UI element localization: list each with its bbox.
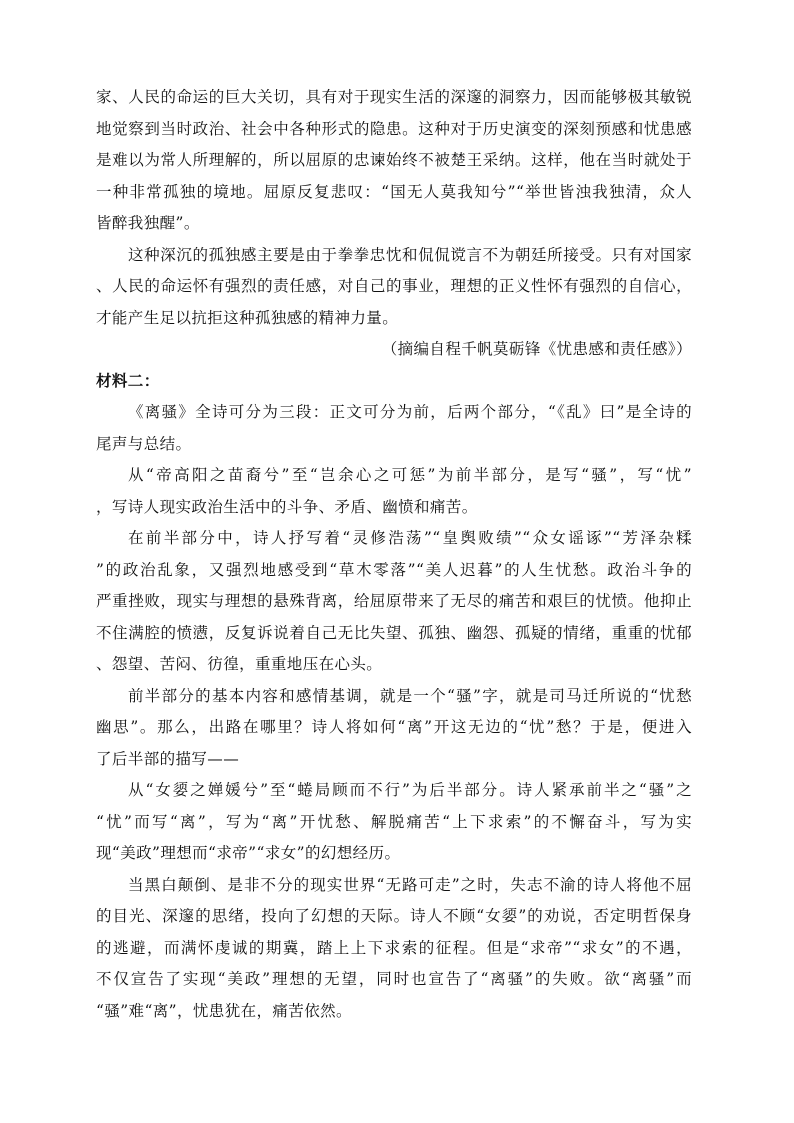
text-line: 一种非常孤独的境地。屈原反复悲叹：“国无人莫我知兮”“举世皆浊我独清，众人	[96, 182, 692, 201]
text-line: 、怨望、苦闷、彷徨，重重地压在心头。	[96, 655, 383, 673]
paragraph-first-line: 在前半部分中，诗人抒写着“灵修浩荡”“皇舆败绩”“众女谣诼”“芳泽杂糅	[128, 529, 692, 547]
text-line: “忧”而写“离”，写为“离”开忧愁、解脱痛苦“上下求索”的不懈奋斗，写为实	[96, 812, 692, 831]
text-line: 严重挫败，现实与理想的悬殊背离，给屈原带来了无尽的痛苦和艰巨的忧愤。他抑止	[96, 592, 692, 610]
text-line: 皆醉我独醒”。	[96, 214, 200, 232]
text-line: 、人民的命运怀有强烈的责任感，对自己的事业，理想的正义性怀有强烈的自信心，	[96, 277, 692, 295]
text-line: ”的政治乱象，又强烈地感受到“草木零落”“美人迟暮”的人生忧愁。政治斗争的	[96, 560, 692, 579]
text-line: 尾声与总结。	[96, 434, 192, 453]
text-line: 不住满腔的愤懑，反复诉说着自己无比失望、孤独、幽怨、孤疑的情绪，重重的忧郁	[96, 623, 692, 642]
text-line: 现“美政”理想而“求帝”“求女”的幻想经历。	[96, 844, 401, 862]
text-line: 地觉察到当时政治、社会中各种形式的隐患。这种对于历史演变的深刻预感和忧患感	[96, 119, 692, 138]
text-line: 幽思”。那么，出路在哪里？诗人将如何“离”开这无边的“忧”愁？于是，便进入	[96, 718, 692, 736]
text-line: 了后半部的描写——	[96, 749, 240, 768]
text-line: “骚”难“离”，忧患犹在，痛苦依然。	[96, 1001, 352, 1020]
text-line: 的目光、深邃的思绪，投向了幻想的天际。诗人不顾“女媭”的劝说，否定明哲保身	[96, 907, 692, 925]
paragraph-first-line: 从“女媭之婵媛兮”至“蜷局顾而不行”为后半部分。诗人紧承前半之“骚”之	[128, 781, 692, 799]
paragraph-first-line: 这种深沉的孤独感主要是由于拳拳忠忱和侃侃谠言不为朝廷所接受。只有对国家	[128, 245, 692, 264]
text-line: 才能产生足以抗拒这种孤独感的精神力量。	[96, 308, 399, 327]
text-line: ，写诗人现实政治生活中的斗争、矛盾、幽愤和痛苦。	[96, 497, 478, 516]
text-line: 家、人民的命运的巨大关切，具有对于现实生活的深邃的洞察力，因而能够极其敏锐	[96, 88, 692, 106]
text-line: 不仅宣告了实现“美政”理想的无望，同时也宣告了“离骚”的失败。欲“离骚”而	[96, 970, 692, 988]
paragraph-first-line: 《离骚》全诗可分为三段：正文可分为前，后两个部分，“《乱》曰”是全诗的	[128, 403, 692, 421]
paragraph-first-line: 前半部分的基本内容和感情基调，就是一个“骚”字，就是司马迁所说的“忧愁	[128, 686, 692, 705]
paragraph-first-line: 从“帝高阳之苗裔兮”至“岂余心之可惩”为前半部分，是写“骚”，写“忧”	[128, 466, 692, 484]
document-page	[96, 82, 692, 1027]
text-line: 是难以为常人所理解的，所以屈原的忠谏始终不被楚王采纳。这样，他在当时就处于	[96, 151, 692, 169]
section-heading: 材料二：	[96, 371, 160, 390]
text-line: 的逃避，而满怀虔诚的期冀，踏上上下求索的征程。但是“求帝”“求女”的不遇，	[96, 938, 692, 957]
source-citation: （摘编自程千帆莫砺锋《忧患感和责任感》）	[381, 340, 692, 358]
paragraph-first-line: 当黑白颠倒、是非不分的现实世界“无路可走”之时，失志不渝的诗人将他不屈	[128, 875, 692, 894]
